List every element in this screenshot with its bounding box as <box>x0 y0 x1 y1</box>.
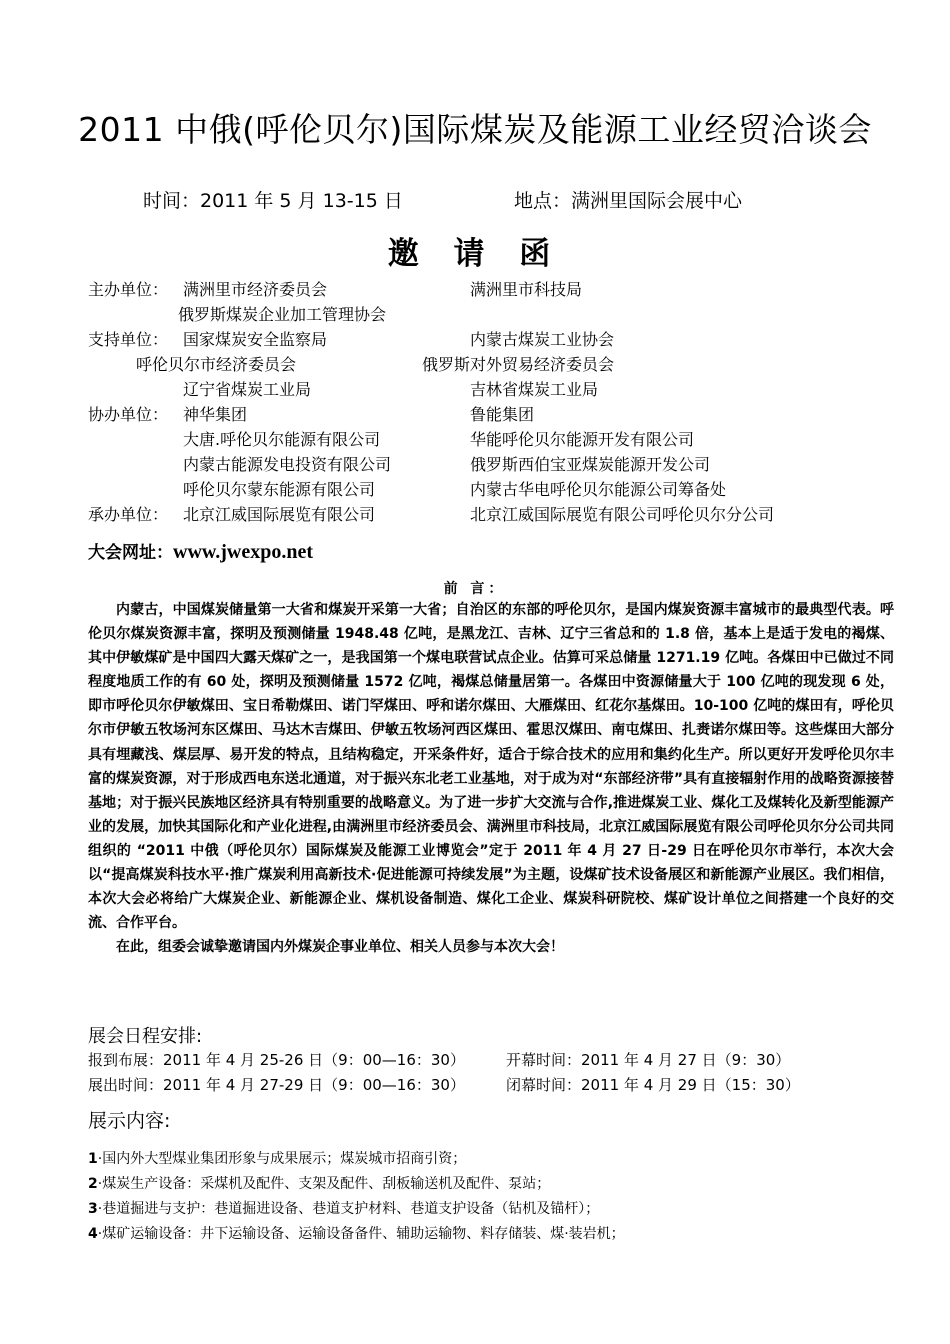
schedule-heading: 展会日程安排: <box>88 1026 203 1047</box>
host-item: 俄罗斯煤炭企业加工管理协会 <box>178 305 387 324</box>
co-organizer-item: 内蒙古华电呼伦贝尔能源公司筹备处 <box>470 480 727 499</box>
support-item: 辽宁省煤炭工业局 <box>183 380 312 399</box>
co-organizer-item: 华能呼伦贝尔能源开发有限公司 <box>470 430 695 449</box>
content-item-number: 2 <box>88 1176 98 1192</box>
support-item: 内蒙古煤炭工业协会 <box>470 330 615 349</box>
support-item: 呼伦贝尔市经济委员会 <box>136 355 297 374</box>
preface-paragraph: 在此，组委会诚挚邀请国内外煤炭企事业单位、相关人员参与本次大会！ <box>116 939 564 956</box>
support-item: 国家煤炭安全监察局 <box>183 330 328 349</box>
website-link[interactable]: www.jwexpo.net <box>173 541 313 563</box>
content-item-text: ·巷道掘进与支护：巷道掘进设备、巷道支护材料、巷道支护设备（钻机及锚杆）； <box>97 1201 600 1217</box>
event-time: 时间：2011 年 5 月 13-15 日 <box>143 190 403 212</box>
content-item-number: 3 <box>88 1201 98 1217</box>
preface-heading: 前 言： <box>443 581 507 597</box>
content-item-text: ·煤炭生产设备：采煤机及配件、支架及配件、刮板输送机及配件、泵站； <box>97 1176 551 1192</box>
content-item <box>88 1148 466 1168</box>
content-item-text: ·煤矿运输设备：井下运输设备、运输设备备件、辅助运输物、料存储装、煤·装岩机； <box>97 1226 625 1242</box>
host-item: 满洲里市科技局 <box>470 280 583 299</box>
co-organizer-item: 内蒙古能源发电投资有限公司 <box>183 455 392 474</box>
document-title: 2011 中俄(呼伦贝尔)国际煤炭及能源工业经贸洽谈会 <box>78 110 872 149</box>
event-place: 地点：满洲里国际会展中心 <box>514 190 743 212</box>
preface-body <box>88 598 894 959</box>
undertaker-item: 北京江威国际展览有限公司 <box>183 505 376 524</box>
content-item-number: 4 <box>88 1226 98 1242</box>
contents-heading: 展示内容: <box>88 1110 171 1132</box>
schedule-closing: 闭幕时间：2011 年 4 月 29 日（15：30） <box>506 1076 800 1094</box>
content-item <box>88 1223 625 1243</box>
co-organizer-item: 呼伦贝尔蒙东能源有限公司 <box>183 480 376 499</box>
invitation-heading: 邀 请 函 <box>387 236 563 272</box>
support-label: 支持单位： <box>88 330 169 349</box>
website-line <box>88 538 313 564</box>
undertaker-item: 北京江威国际展览有限公司呼伦贝尔分公司 <box>470 505 775 524</box>
co-organizer-item: 神华集团 <box>183 405 248 424</box>
co-organizer-item: 鲁能集团 <box>470 405 535 424</box>
schedule-setup: 报到布展：2011 年 4 月 25-26 日（9：00—16：30） <box>88 1051 465 1069</box>
schedule-opening: 开幕时间：2011 年 4 月 27 日（9：30） <box>506 1051 791 1069</box>
undertaker-label: 承办单位： <box>88 505 169 524</box>
support-item: 俄罗斯对外贸易经济委员会 <box>422 355 615 374</box>
co-organizer-item: 俄罗斯西伯宝亚煤炭能源开发公司 <box>470 455 711 474</box>
preface-paragraph: 内蒙古，中国煤炭储量第一大省和煤炭开采第一大省；自治区的东部的呼伦贝尔，是国内煤炭资源丰富城市的最典型代表。呼伦贝尔煤炭资源丰富，探明及预测储量 1948.48 亿吨，是黑龙江、吉林、辽宁三省总和的 1.8 倍，基本上是适于发电的褐煤、其中伊敏煤矿是中国四大露天煤矿之一，是我国第一个煤电联营试点企业。估算可采总储量 1271.19 亿吨。各煤田中已做过不同程度地质工作的有 60 处，探明及预测储量 1572 亿吨，褐煤总储量居第一。各煤田中资源储量大于 100 亿吨的现发现 6 处，即市呼伦贝尔伊敏煤田、宝日希勒煤田、诺门罕煤田、呼和诺尔煤田、大雁煤田、红花尔基煤田。10-100 亿吨的煤田有，呼伦贝尔市伊敏五牧场河东区煤田、马达木吉煤田、伊敏五牧场河西区煤田、霍思汉煤田、南屯煤田、扎赉诺尔煤田等。这些煤田大部分具有埋藏浅、煤层厚、易开发的特点，且结构稳定，开采条件好，适合于综合技术的应用和集约化生产。所以更好开发呼伦贝尔丰富的煤炭资源，对于形成西电东送北通道，对于振兴东北老工业基地，对于成为对“东部经济带”具有直接辐射作用的战略资源接替基地；对于振兴民族地区经济具有特别重要的战略意义。为了进一步扩大交流与合作,推进煤炭工业、煤化工及煤转化及新型能源产业的发展，加快其国际化和产业化进程,由满洲里市经济委员会、满洲里市科技局，北京江威国际展览有限公司呼伦贝尔分公司共同组织的 “2011 中俄（呼伦贝尔）国际煤炭及能源工业博览会”定于 2011 年 4 月 27 日-29 日在呼伦贝尔市举行，本次大会以“提高煤炭科技水平·推广煤炭利用高新技术·促进能源可持续发展”为主题，设煤矿技术设备展区和新能源产业展区。我们相信，本次大会必将给广大煤炭企业、新能源企业、煤机设备制造、煤化工企业、煤炭科研院校、煤矿设计单位之间搭建一个良好的交流、合作平台。 <box>88 602 894 932</box>
support-item: 吉林省煤炭工业局 <box>470 380 599 399</box>
content-item-text: ·国内外大型煤业集团形象与成果展示；煤炭城市招商引资； <box>97 1151 467 1167</box>
co-organizer-label: 协办单位： <box>88 405 169 424</box>
host-label: 主办单位： <box>88 280 169 299</box>
content-item <box>88 1173 550 1193</box>
content-item-number: 1 <box>88 1151 98 1167</box>
website-label: 大会网址： <box>88 543 173 563</box>
host-item: 满洲里市经济委员会 <box>183 280 328 299</box>
content-item <box>88 1198 599 1218</box>
schedule-exhibit: 展出时间：2011 年 4 月 27-29 日（9：00—16：30） <box>88 1076 465 1094</box>
co-organizer-item: 大唐.呼伦贝尔能源有限公司 <box>183 430 381 449</box>
